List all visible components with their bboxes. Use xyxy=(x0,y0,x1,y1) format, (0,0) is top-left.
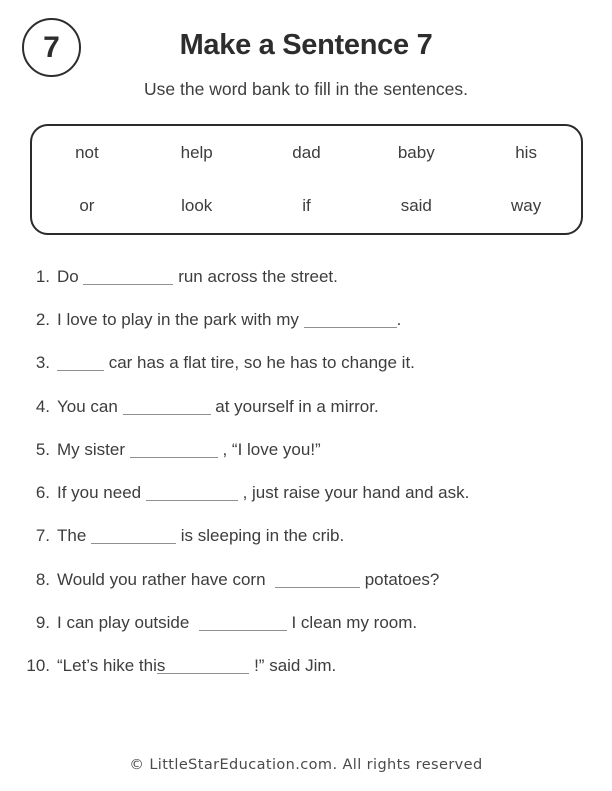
sentence-row xyxy=(0,558,612,601)
sentence-list xyxy=(0,255,612,688)
sentence-row xyxy=(0,428,612,471)
answer-blank xyxy=(123,400,211,415)
sentence-text: If you need , just raise your hand and ask. xyxy=(57,483,470,503)
sentence-number: 7. xyxy=(35,526,50,546)
sentence-row xyxy=(0,385,612,428)
sentence-number: 6. xyxy=(35,483,50,503)
sentence-number: 1. xyxy=(35,266,50,286)
word-bank-word: or xyxy=(79,196,95,216)
word-bank-word: baby xyxy=(397,142,435,162)
sentence-text: The is sleeping in the crib. xyxy=(57,526,345,546)
answer-blank xyxy=(146,486,238,501)
answer-blank xyxy=(199,616,287,631)
answer-blank xyxy=(157,659,249,674)
answer-blank xyxy=(57,356,104,371)
sentence-number: 5. xyxy=(35,439,50,459)
sentence-text: Do run across the street. xyxy=(57,266,338,286)
sentence-row xyxy=(0,471,612,514)
worksheet-number: 7 xyxy=(43,30,60,64)
sentence-text: I can play outside I clean my room. xyxy=(57,613,418,633)
sentence-number: 4. xyxy=(35,396,50,416)
sentence-row xyxy=(0,298,612,341)
sentence-text: “Let’s hike this !” said Jim. xyxy=(57,656,337,676)
instructions-text: Use the word bank to fill in the sentences. xyxy=(144,79,468,99)
sentence-row xyxy=(0,645,612,688)
sentence-number: 9. xyxy=(35,613,50,633)
word-bank-word: way xyxy=(510,196,542,216)
sentence-row xyxy=(0,342,612,385)
sentence-number: 3. xyxy=(35,353,50,373)
sentence-number: 2. xyxy=(35,309,50,329)
word-bank-word: said xyxy=(400,196,432,216)
word-bank-word: look xyxy=(181,196,213,216)
answer-blank xyxy=(304,313,397,328)
word-bank-word: not xyxy=(75,142,99,162)
word-bank-word: if xyxy=(302,196,311,216)
answer-blank xyxy=(83,270,173,285)
sentence-text: car has a flat tire, so he has to change it. xyxy=(57,353,415,373)
answer-blank xyxy=(275,573,360,588)
sentence-text: My sister , “I love you!” xyxy=(57,439,321,459)
footer-copyright: © LittleStarEducation.com. All rights reserved xyxy=(129,757,483,773)
sentence-row xyxy=(0,601,612,644)
sentence-row xyxy=(0,515,612,558)
sentence-number: 8. xyxy=(35,569,50,589)
sentence-text: Would you rather have corn potatoes? xyxy=(57,569,440,589)
word-bank-word: help xyxy=(180,142,213,162)
sentence-number: 10. xyxy=(26,656,50,676)
sentence-text: I love to play in the park with my . xyxy=(57,309,402,329)
sentence-text: You can at yourself in a mirror. xyxy=(57,396,379,416)
sentence-row xyxy=(0,255,612,298)
word-bank-word: his xyxy=(515,142,537,162)
answer-blank xyxy=(130,443,218,458)
answer-blank xyxy=(91,529,176,544)
page-title: Make a Sentence 7 xyxy=(179,29,433,61)
word-bank xyxy=(30,124,583,235)
word-bank-word: dad xyxy=(292,142,321,162)
